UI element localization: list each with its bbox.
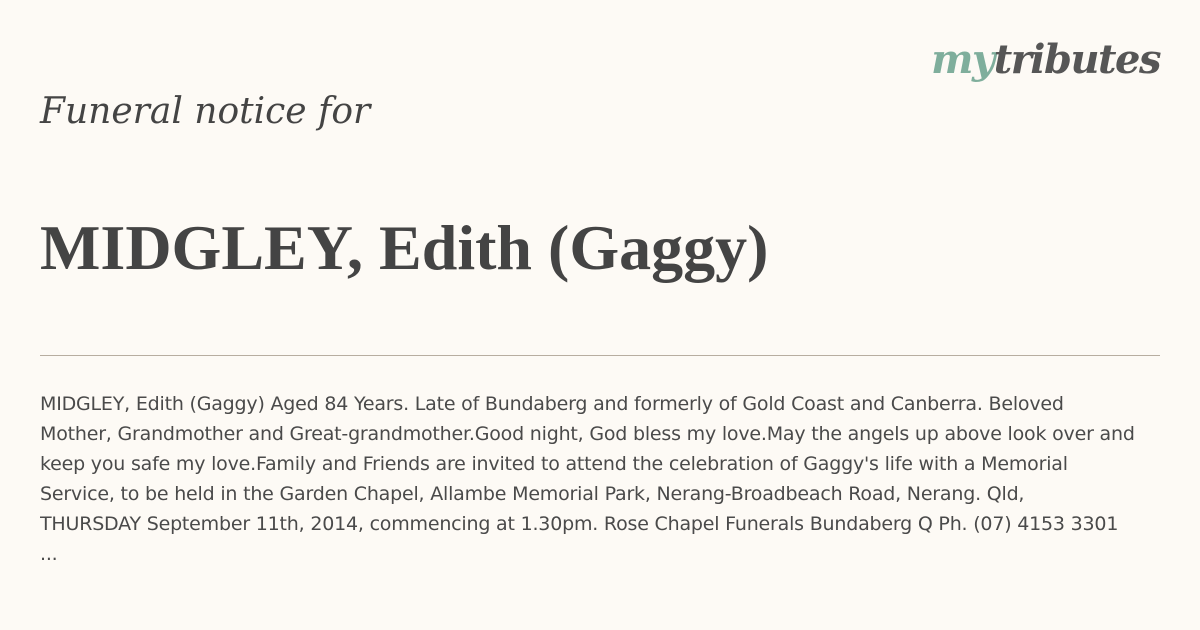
page-subtitle: Funeral notice for (40, 91, 371, 132)
mytributes-logo[interactable] (931, 32, 1160, 88)
deceased-name: MIDGLEY, Edith (Gaggy) (40, 212, 769, 283)
notice-line: Service, to be held in the Garden Chapel, Allambe Memorial Park, Nerang-Broadbeach Road, Nerang. Qld, (40, 483, 1025, 505)
notice-line: THURSDAY September 11th, 2014, commencing at 1.30pm. Rose Chapel Funerals Bundaberg Q Ph. (07) 4153 3301 (40, 513, 1119, 535)
notice-line: keep you safe my love.Family and Friends are invited to attend the celebration of Gaggy's life with a Memorial (40, 453, 1068, 475)
logo-tributes-text: tributes (993, 36, 1160, 83)
divider (40, 355, 1160, 356)
notice-body (40, 389, 1200, 569)
notice-line: Mother, Grandmother and Great-grandmother.Good night, God bless my love.May the angels up above look over and (40, 423, 1135, 445)
notice-ellipsis: ... (40, 543, 58, 565)
logo-my-text: my (931, 36, 994, 83)
notice-line: MIDGLEY, Edith (Gaggy) Aged 84 Years. Late of Bundaberg and formerly of Gold Coast and Canberra. Beloved (40, 393, 1064, 415)
